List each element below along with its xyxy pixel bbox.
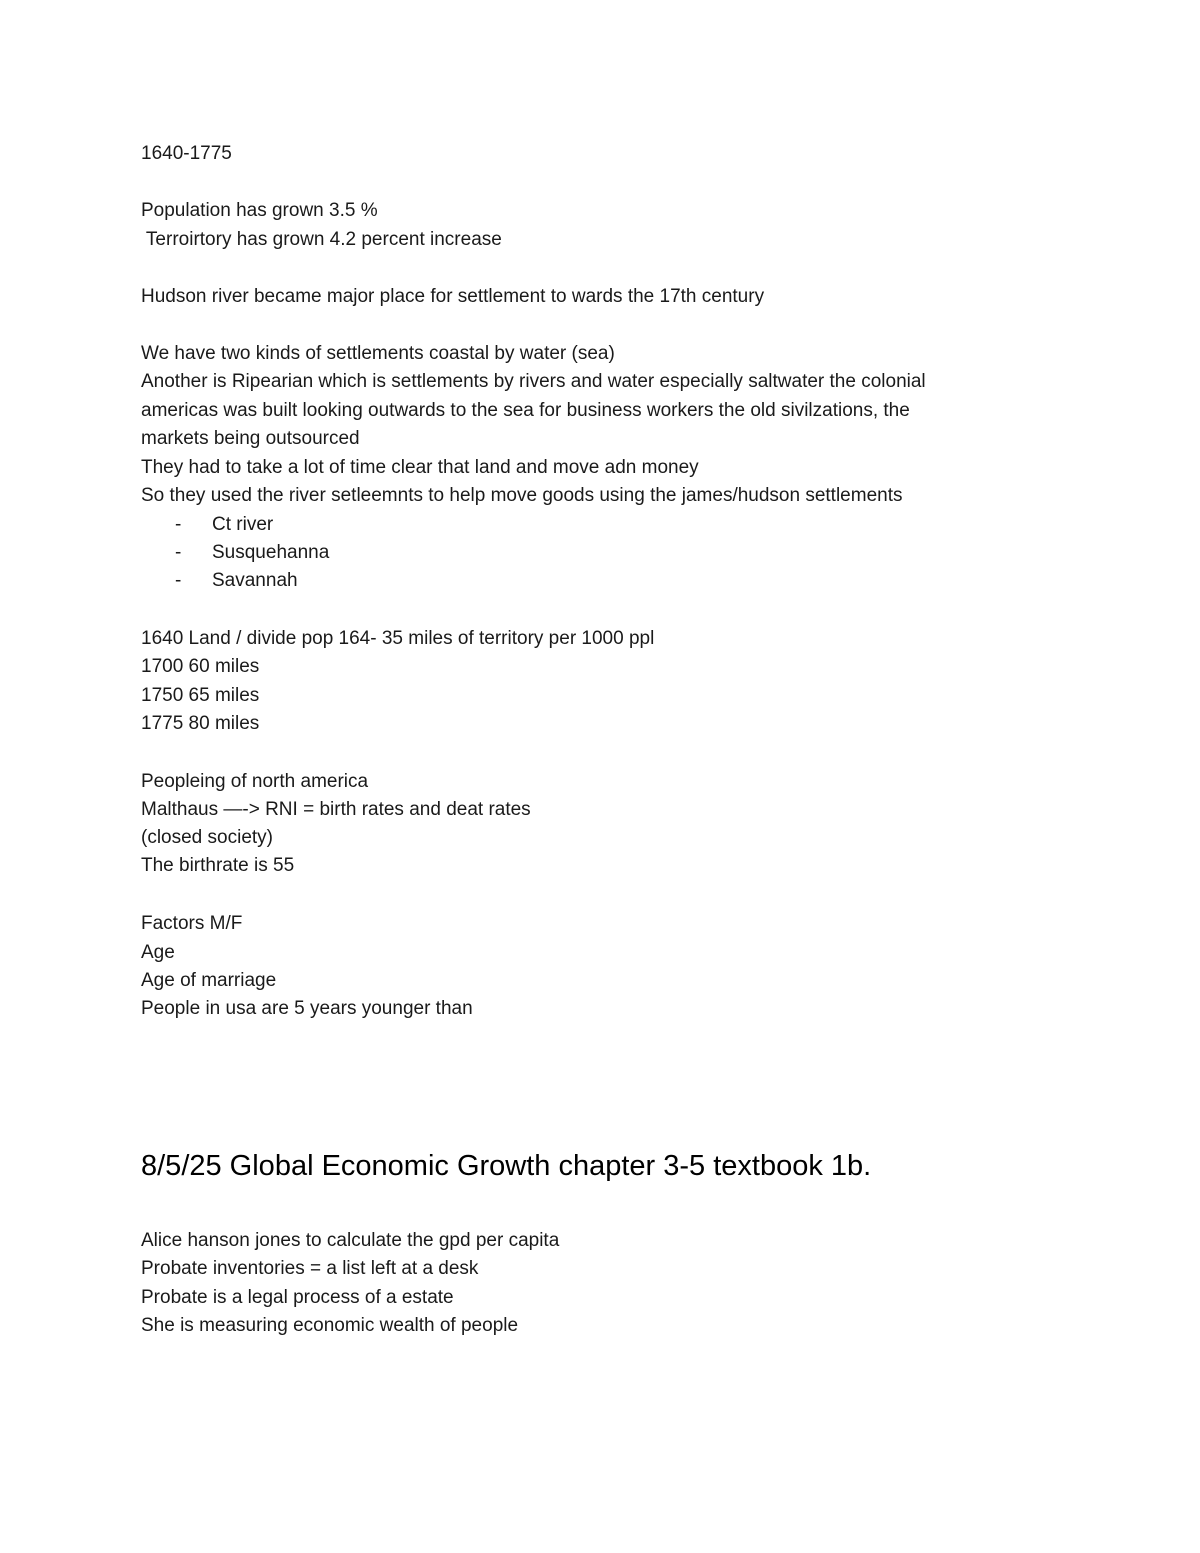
text-line: Age xyxy=(141,942,175,963)
text-line: Hudson river became major place for settlement to wards the 17th century xyxy=(141,286,765,307)
bullet-item: Susquehanna xyxy=(212,542,330,563)
bullet-marker: - xyxy=(175,570,182,591)
text-line: Probate is a legal process of a estate xyxy=(141,1287,454,1308)
text-line: markets being outsourced xyxy=(141,428,360,449)
text-line: Another is Ripearian which is settlements by rivers and water especially saltwater the colonial xyxy=(141,371,926,392)
bullet-item: Savannah xyxy=(212,570,298,591)
text-line: 1775 80 miles xyxy=(141,713,260,734)
text-line: We have two kinds of settlements coastal by water (sea) xyxy=(141,343,615,364)
text-line: Malthaus —-> RNI = birth rates and deat rates xyxy=(141,799,531,820)
text-line: Population has grown 3.5 % xyxy=(141,200,378,221)
section-heading: 8/5/25 Global Economic Growth chapter 3-5 textbook 1b. xyxy=(141,1150,872,1182)
text-line: 1640 Land / divide pop 164- 35 miles of territory per 1000 ppl xyxy=(141,628,655,649)
text-line: She is measuring economic wealth of people xyxy=(141,1315,519,1336)
text-line: Probate inventories = a list left at a desk xyxy=(141,1258,479,1279)
text-line: People in usa are 5 years younger than xyxy=(141,998,473,1019)
text-line: Peopleing of north america xyxy=(141,771,369,792)
bullet-marker: - xyxy=(175,514,182,535)
text-line: So they used the river setleemnts to help move goods using the james/hudson settlements xyxy=(141,485,903,506)
text-line: Factors M/F xyxy=(141,913,243,934)
text-line: 1640-1775 xyxy=(141,143,232,164)
text-line: Age of marriage xyxy=(141,970,277,991)
bullet-item: Ct river xyxy=(212,514,274,535)
text-line: 1700 60 miles xyxy=(141,656,260,677)
text-line: (closed society) xyxy=(141,827,273,848)
text-line: The birthrate is 55 xyxy=(141,855,295,876)
text-line: americas was built looking outwards to the sea for business workers the old sivilzations, the xyxy=(141,400,910,421)
text-line: Alice hanson jones to calculate the gpd per capita xyxy=(141,1230,560,1251)
text-line: Terroirtory has grown 4.2 percent increase xyxy=(141,229,502,250)
bullet-marker: - xyxy=(175,542,182,563)
text-line: They had to take a lot of time clear that land and move adn money xyxy=(141,457,699,478)
text-line: 1750 65 miles xyxy=(141,685,260,706)
